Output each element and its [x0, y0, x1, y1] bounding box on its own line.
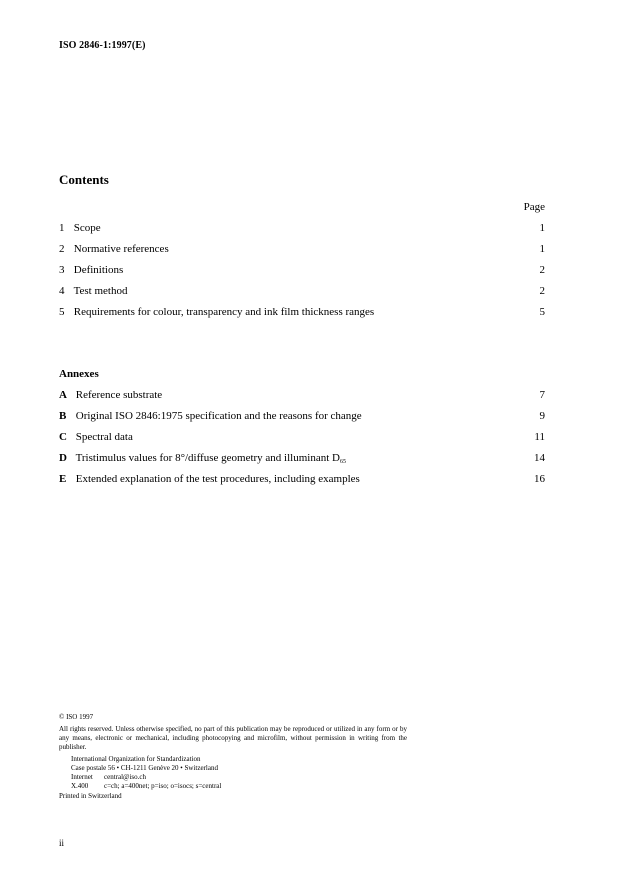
x400-line [71, 782, 407, 791]
page-number: ii [59, 838, 65, 848]
publisher-address [59, 755, 407, 791]
toc-entry-normative-references[interactable] [59, 243, 545, 264]
toc-entry-page: 2 [539, 285, 545, 297]
annex-title: Reference substrate [75, 389, 163, 401]
toc-entry-title: Test method [73, 285, 128, 297]
annex-letter: B [59, 410, 67, 422]
toc-entry-number: 1 [59, 222, 65, 234]
annex-letter: A [59, 389, 67, 401]
annex-page: 9 [539, 410, 545, 422]
annex-page: 16 [534, 473, 545, 485]
printed-in: Printed in Switzerland [59, 792, 122, 800]
annex-title: Extended explanation of the test procedures, including examples [75, 473, 360, 485]
x400-address: c=ch; a=400net; p=iso; o=isocs; s=central [104, 782, 222, 790]
page-column-label: Page [523, 201, 545, 213]
toc-entry-scope[interactable] [59, 222, 545, 243]
annexes-title: Annexes [59, 368, 99, 380]
toc-entry-title: Scope [73, 222, 101, 234]
toc-entry-title: Requirements for colour, transparency and ink film thickness ranges [73, 306, 375, 318]
toc-entry-title: Normative references [73, 243, 169, 255]
document-id-header: ISO 2846-1:1997(E) [59, 40, 146, 51]
toc-annex-a[interactable] [59, 389, 545, 410]
annex-title-text: Tristimulus values for 8°/diffuse geometry and illuminant D [75, 452, 340, 464]
toc-entry-page: 1 [539, 222, 545, 234]
toc-entry-page: 2 [539, 264, 545, 276]
internet-address[interactable]: central@iso.ch [104, 773, 147, 781]
internet-label: Internet [71, 773, 93, 781]
copyright-block [59, 713, 407, 801]
toc-entry-page: 1 [539, 243, 545, 255]
x400-label: X.400 [71, 782, 89, 790]
toc-entry-number: 4 [59, 285, 65, 297]
rights-statement: All rights reserved. Unless otherwise specified, no part of this publication may be reproduced or utilized in any form or by any means, electronic or mechanical, including photocopying and microfilm, without permission in writing from the publisher. [59, 725, 407, 751]
toc-annex-c[interactable] [59, 431, 545, 452]
toc-annex-b[interactable] [59, 410, 545, 431]
toc-entry-number: 5 [59, 306, 65, 318]
annex-letter: D [59, 452, 67, 464]
toc-entry-number: 2 [59, 243, 65, 255]
contents-title: Contents [59, 172, 109, 187]
toc-entry-requirements[interactable] [59, 306, 545, 327]
toc-entry-title: Definitions [73, 264, 124, 276]
toc-entry-number: 3 [59, 264, 65, 276]
annex-page: 11 [534, 431, 545, 443]
organization-name: International Organization for Standardization [71, 755, 201, 763]
annex-title: Spectral data [75, 431, 133, 443]
toc-entry-page: 5 [539, 306, 545, 318]
postal-address: Case postale 56 • CH-1211 Genève 20 • Switzerland [71, 764, 218, 772]
toc-annex-d[interactable] [59, 452, 545, 473]
toc-entry-definitions[interactable] [59, 264, 545, 285]
internet-line [71, 773, 407, 782]
illuminant-subscript: 65 [339, 459, 346, 465]
annex-letter: C [59, 431, 67, 443]
toc-annexes [59, 389, 545, 494]
annex-title: Original ISO 2846:1975 specification and the reasons for change [75, 410, 362, 422]
annex-title [76, 452, 346, 464]
toc-clauses [59, 222, 545, 327]
copyright-notice: © ISO 1997 [59, 713, 94, 721]
toc-entry-test-method[interactable] [59, 285, 545, 306]
annex-page: 14 [534, 452, 545, 464]
toc-annex-e[interactable] [59, 473, 545, 494]
annex-page: 7 [539, 389, 545, 401]
annex-letter: E [59, 473, 67, 485]
